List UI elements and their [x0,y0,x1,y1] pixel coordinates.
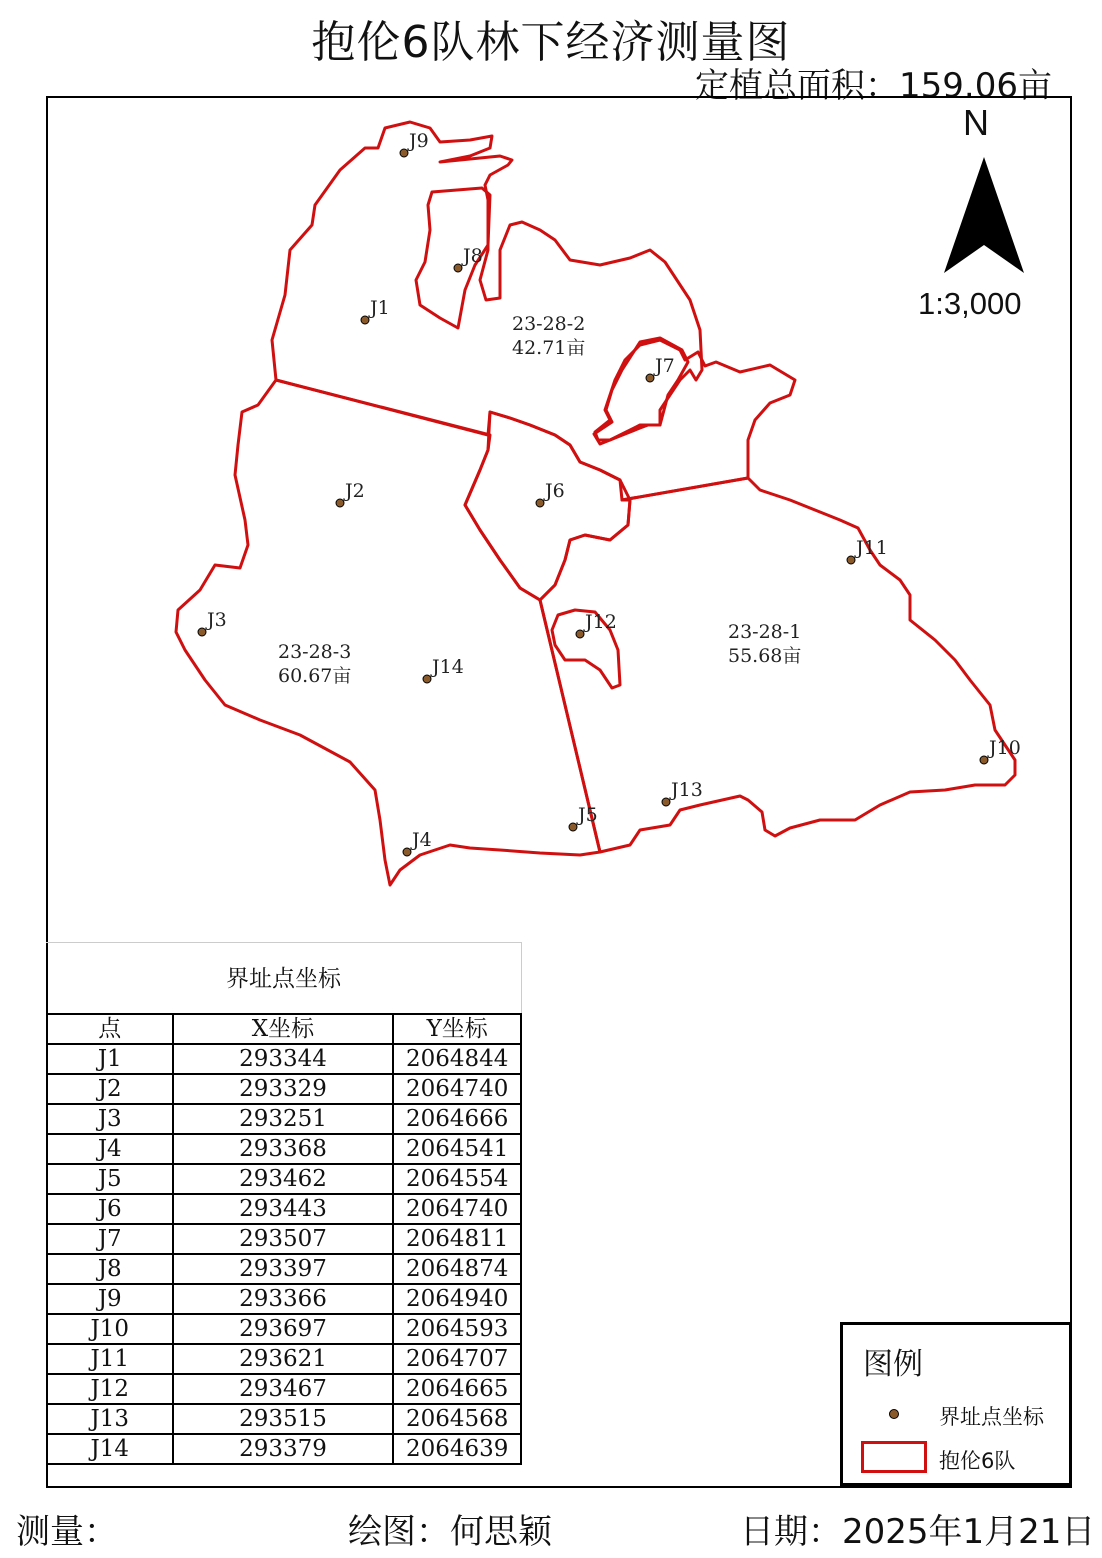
table-cell: 293621 [173,1344,394,1374]
map-title: 抱伦6队林下经济测量图 [311,17,791,68]
table-cell: 293507 [173,1224,394,1254]
table-cell: 293515 [173,1404,394,1434]
boundary-point-marker [198,628,206,636]
point-symbol-icon [889,1409,899,1419]
boundary-point-label: J11 [856,537,888,559]
boundary-point-marker [980,756,988,764]
north-letter: N [963,102,989,143]
table-cell: 293697 [173,1314,394,1344]
legend-item-boundary [843,1439,1069,1479]
boundary-point-marker [400,149,408,157]
table-cell: 293462 [173,1164,394,1194]
table-cell: J13 [47,1404,173,1434]
table-cell: 2064541 [393,1134,521,1164]
table-cell: 293366 [173,1284,394,1314]
table-cell: 2064568 [393,1404,521,1434]
north-arrow-icon [944,157,1024,273]
boundary-point-label: J13 [671,779,703,801]
table-cell: J11 [47,1344,173,1374]
boundary-point-label: J2 [345,480,365,502]
coordinate-table-title: 界址点坐标 [46,942,522,1013]
table-cell: J5 [47,1164,173,1194]
table-cell: 2064593 [393,1314,521,1344]
table-cell: J10 [47,1314,173,1344]
table-cell: 293443 [173,1194,394,1224]
table-cell: J4 [47,1134,173,1164]
table-row [47,1284,521,1314]
boundary-point-marker [361,316,369,324]
table-row [47,1044,521,1074]
boundary-point-marker [847,556,855,564]
parcel-id-label: 23-28-2 [512,313,586,335]
table-header-cell: X坐标 [173,1014,394,1044]
boundary-point-marker [336,499,344,507]
boundary-point-label: J10 [989,737,1021,759]
table-cell: 2064554 [393,1164,521,1194]
table-row [47,1254,521,1284]
boundary-point-marker [646,374,654,382]
parcel-id-label: 23-28-1 [728,621,802,643]
table-row [47,1074,521,1104]
boundary-point-marker [423,675,431,683]
table-cell: J12 [47,1374,173,1404]
table-cell: 2064844 [393,1044,521,1074]
table-row [47,1194,521,1224]
table-row [47,1224,521,1254]
table-cell: 2064665 [393,1374,521,1404]
parcel-area-label: 55.68亩 [728,645,802,667]
legend-item-point [843,1395,1069,1435]
coordinate-table-panel [46,942,522,1465]
table-cell: 2064740 [393,1074,521,1104]
table-cell: 293467 [173,1374,394,1404]
boundary-point-marker [454,264,462,272]
table-cell: J1 [47,1044,173,1074]
parcel-id-label: 23-28-3 [278,641,352,663]
footer-date: 日期：2025年1月21日 [740,1512,1096,1552]
table-header-row [47,1014,521,1044]
table-cell: 293379 [173,1434,394,1464]
table-cell: J2 [47,1074,173,1104]
table-cell: 2064707 [393,1344,521,1374]
table-row [47,1104,521,1134]
table-cell: 2064639 [393,1434,521,1464]
table-row [47,1344,521,1374]
table-cell: 2064811 [393,1224,521,1254]
legend-item-label: 抱伦6队 [939,1449,1016,1473]
boundary-point-label: J4 [412,829,432,851]
scale-label: 1:3,000 [918,286,1022,321]
boundary-point-label: J9 [409,130,429,152]
table-row [47,1434,521,1464]
boundary-point-marker [569,823,577,831]
table-cell: J6 [47,1194,173,1224]
table-row [47,1374,521,1404]
boundary-point-marker [576,630,584,638]
boundary-point-marker [536,499,544,507]
table-cell: J14 [47,1434,173,1464]
table-row [47,1314,521,1344]
boundary-point-label: J8 [463,245,483,267]
parcel-area-label: 60.67亩 [278,665,352,687]
footer-surveyor: 测量： [16,1512,118,1552]
table-cell: 293329 [173,1074,394,1104]
table-cell: 293368 [173,1134,394,1164]
boundary-point-label: J12 [585,611,617,633]
coordinate-table [46,1013,522,1465]
boundary-point-label: J1 [370,297,390,319]
boundary-point-label: J7 [655,355,675,377]
table-header-cell: 点 [47,1014,173,1044]
total-area-label: 定植总面积：159.06亩 [695,66,1052,106]
table-cell: J8 [47,1254,173,1284]
table-cell: J9 [47,1284,173,1314]
boundary-point-marker [662,798,670,806]
table-cell: 2064740 [393,1194,521,1224]
table-cell: 293251 [173,1104,394,1134]
boundary-point-label: J6 [545,480,565,502]
table-row [47,1134,521,1164]
legend-panel [840,1322,1072,1486]
table-row [47,1404,521,1434]
parcel-boundary-23-28-2 [272,122,795,500]
table-cell: 2064666 [393,1104,521,1134]
table-cell: J3 [47,1104,173,1134]
boundary-point-marker [403,848,411,856]
boundary-point-label: J14 [432,656,464,678]
legend-title: 图例 [863,1347,923,1382]
parcel-boundaries [176,122,1015,885]
boundary-point-label: J3 [207,609,227,631]
table-cell: 293397 [173,1254,394,1284]
table-header-cell: Y坐标 [393,1014,521,1044]
table-cell: 2064940 [393,1284,521,1314]
boundary-point-label: J5 [578,804,598,826]
footer-drafter: 绘图：何思颖 [348,1512,552,1552]
parcel-boundary-23-28-3 [176,380,600,885]
table-cell: 2064874 [393,1254,521,1284]
table-row [47,1164,521,1194]
polygon-outline-symbol-icon [861,1441,927,1473]
table-cell: 293344 [173,1044,394,1074]
legend-item-label: 界址点坐标 [939,1405,1044,1429]
parcel-area-label: 42.71亩 [512,337,586,359]
table-cell: J7 [47,1224,173,1254]
